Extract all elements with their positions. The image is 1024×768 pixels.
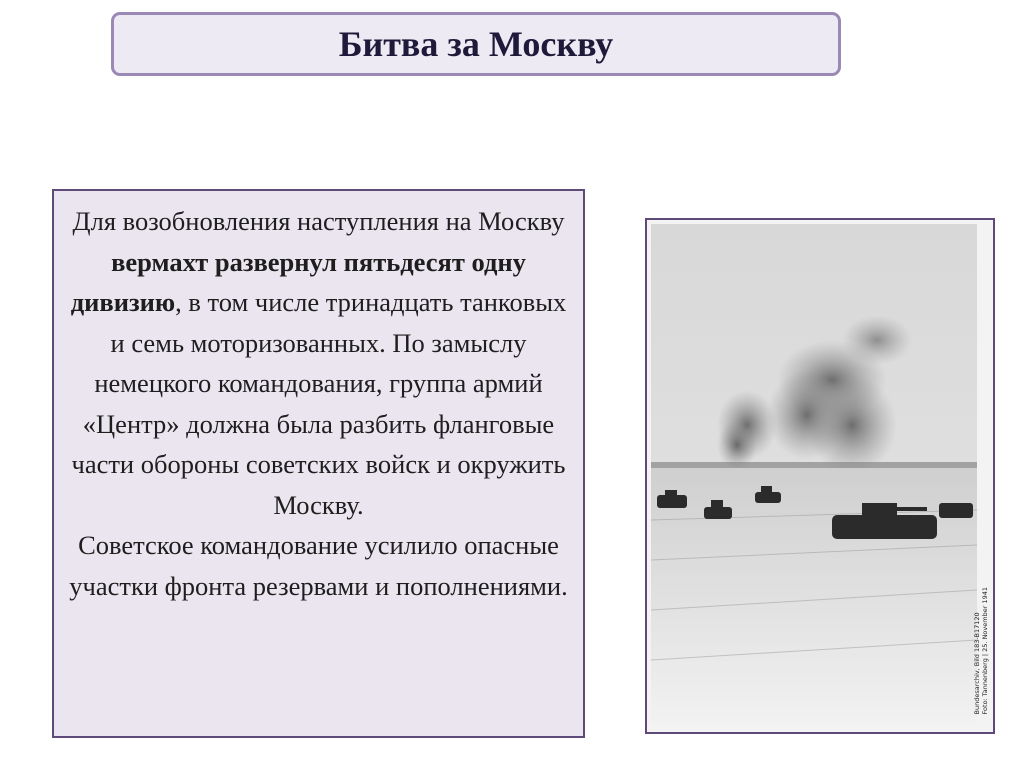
main-text-panel	[52, 189, 585, 738]
battle-photo-image	[647, 220, 993, 732]
paragraph-offensive-highlight: вермахт развернул пятьдесят одну дивизию	[70, 246, 526, 317]
page-title: Битва за Москву	[338, 24, 614, 64]
photo-caption-archive: Bundesarchiv, Bild 183-B17120	[973, 611, 981, 714]
paragraph-offensive-end: , в том числе тринадцать танковых и семь моторизованных. По замыслу немецкого командования, группа армий «Центр» должна была разбить фланговые части обороны советских войск и окружить Москву.	[71, 287, 567, 520]
photo-caption-credit: Foto: Tannenberg | 25. November 1941	[981, 586, 989, 714]
paragraph-soviet-response: Советское командование усилило опасные участки фронта резервами и пополнениями.	[69, 530, 568, 601]
battle-photo	[645, 218, 995, 734]
paragraph-offensive	[62, 201, 575, 525]
title-banner	[111, 12, 841, 76]
photo-caption	[973, 587, 989, 714]
paragraph-offensive-start: Для возобновления наступления на Москву	[72, 206, 565, 236]
